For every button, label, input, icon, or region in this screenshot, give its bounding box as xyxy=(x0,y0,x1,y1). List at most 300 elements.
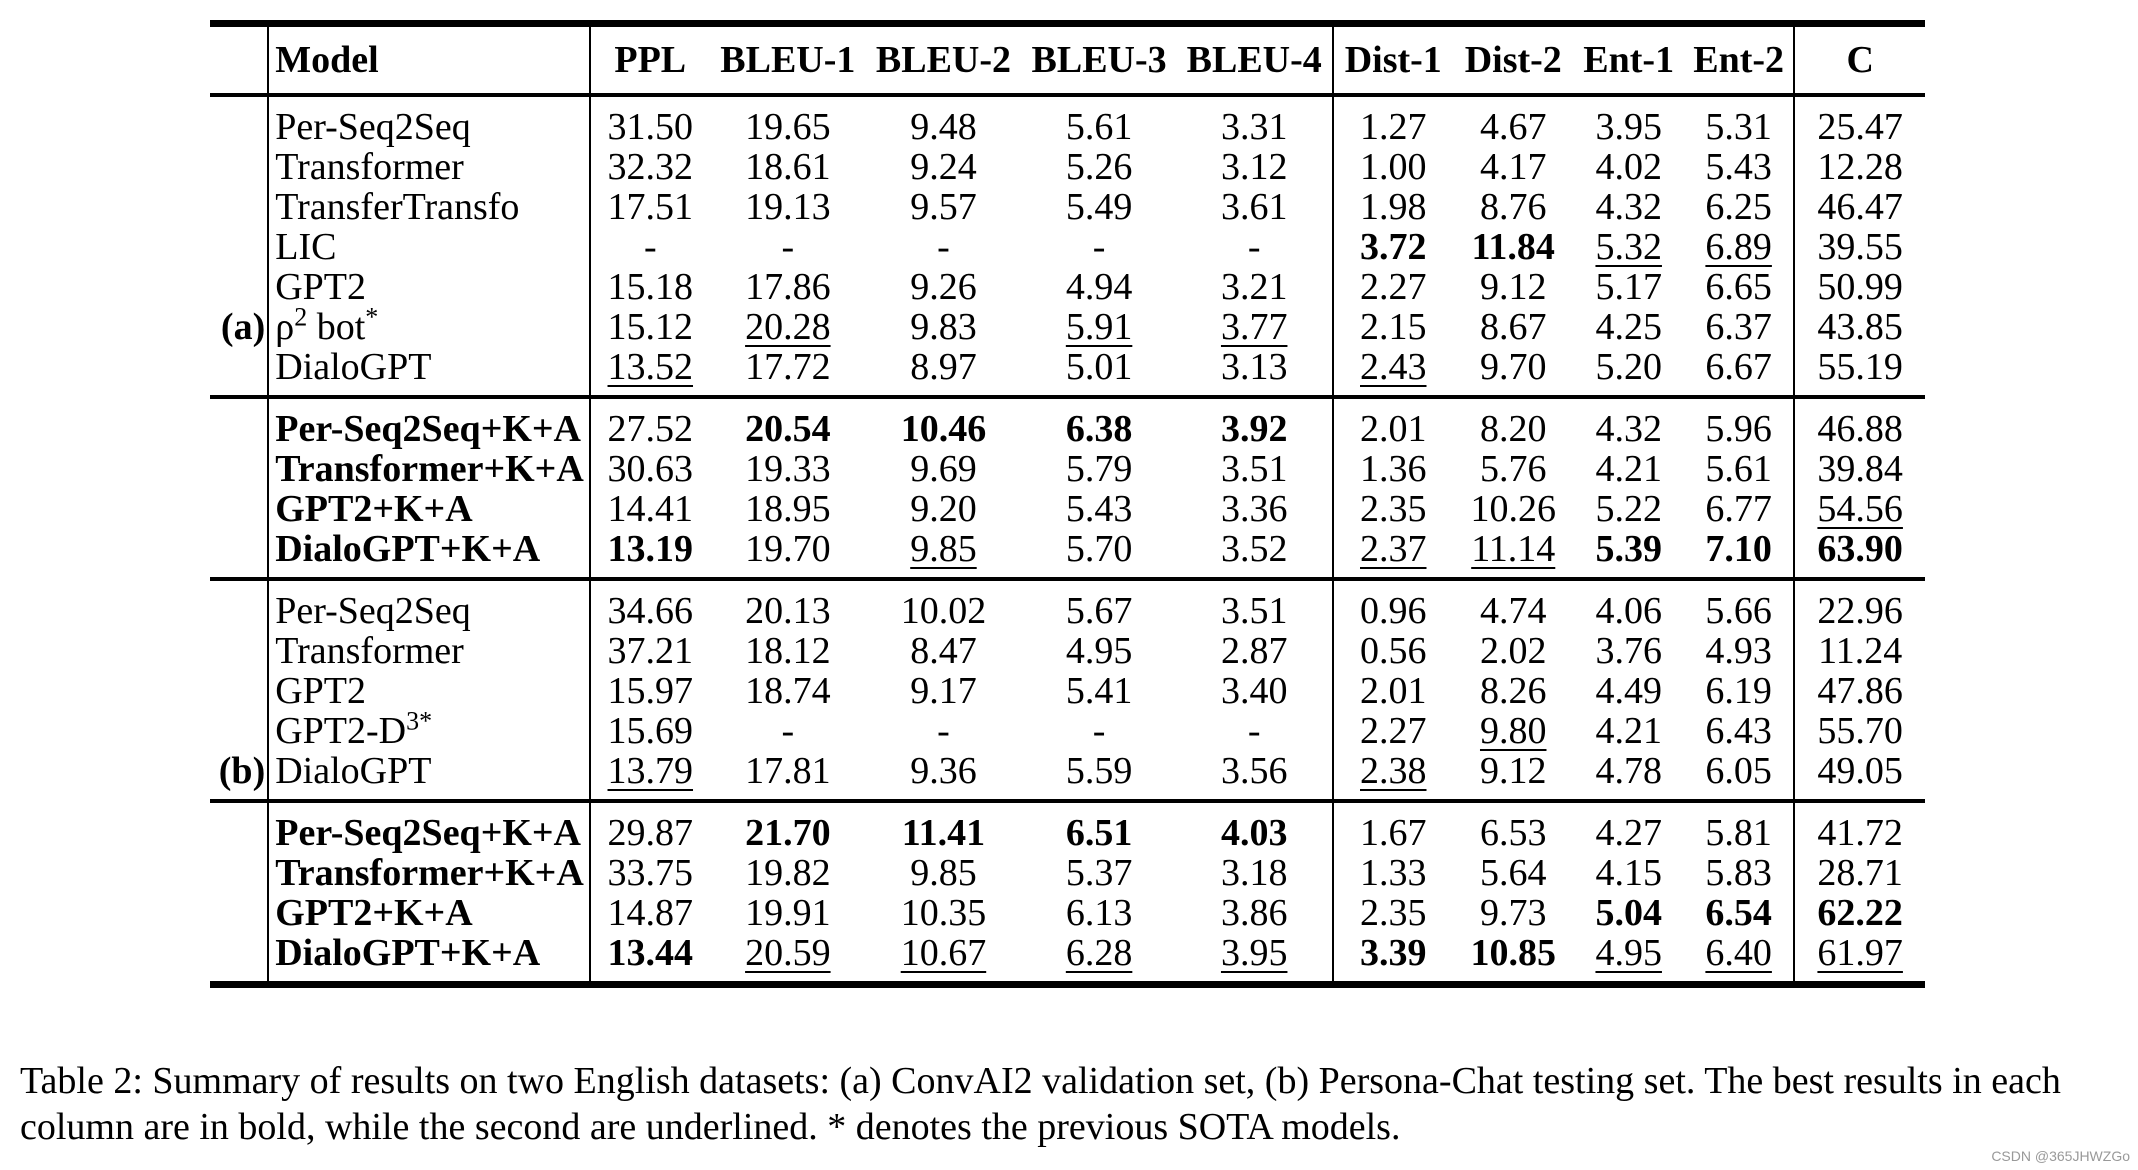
table-cell xyxy=(1177,893,1333,933)
cell-value: 5.43 xyxy=(1065,488,1133,530)
cell-value: 22.96 xyxy=(1817,590,1903,632)
table-row xyxy=(210,307,1925,347)
table-cell xyxy=(1573,801,1683,853)
table-cell xyxy=(1021,631,1177,671)
cell-value: 8.20 xyxy=(1479,408,1547,450)
model-name: Per-Seq2Seq+K+A xyxy=(268,397,589,449)
table-cell xyxy=(1021,529,1177,579)
cell-value: 19.91 xyxy=(745,892,831,934)
table-cell xyxy=(866,933,1022,985)
table-cell xyxy=(1573,853,1683,893)
cell-value: 3.36 xyxy=(1220,488,1288,530)
cell-value: 5.26 xyxy=(1065,146,1133,188)
cell-value: 6.28 xyxy=(1065,932,1133,974)
table-cell xyxy=(590,711,710,751)
cell-value: 20.28 xyxy=(745,306,831,348)
table-cell xyxy=(1021,267,1177,307)
table-cell xyxy=(1453,347,1573,397)
cell-value: 3.76 xyxy=(1595,630,1662,672)
table-cell xyxy=(866,801,1022,853)
cell-value: 4.27 xyxy=(1595,812,1662,854)
table-cell xyxy=(1177,751,1333,801)
cell-value: 4.67 xyxy=(1479,106,1547,148)
cell-value: 8.97 xyxy=(910,346,977,388)
table-cell xyxy=(590,671,710,711)
header-ent-1: Ent-1 xyxy=(1573,24,1683,96)
cell-value: 10.46 xyxy=(900,408,987,450)
group-label xyxy=(210,529,268,579)
table-row xyxy=(210,95,1925,147)
cell-value: 3.13 xyxy=(1220,346,1288,388)
cell-value: 9.24 xyxy=(910,146,977,188)
cell-value: 8.47 xyxy=(910,630,977,672)
cell-value: 4.93 xyxy=(1705,630,1772,672)
table-cell xyxy=(1333,801,1453,853)
cell-value: 5.04 xyxy=(1595,892,1662,934)
table-body xyxy=(210,95,1925,985)
table-cell xyxy=(866,671,1022,711)
cell-value: 3.95 xyxy=(1220,932,1288,974)
table-cell xyxy=(1021,933,1177,985)
table-cell xyxy=(1453,751,1573,801)
table-header xyxy=(210,24,1925,96)
cell-value: 34.66 xyxy=(607,590,694,632)
table-cell xyxy=(590,631,710,671)
model-name: Transformer+K+A xyxy=(268,853,589,893)
cell-value: 3.61 xyxy=(1220,186,1288,228)
table-cell xyxy=(1684,95,1794,147)
table-cell xyxy=(1453,489,1573,529)
cell-value: 9.12 xyxy=(1479,266,1547,308)
cell-value: 4.95 xyxy=(1065,630,1133,672)
cell-value: 20.54 xyxy=(745,408,831,450)
cell-value: 12.28 xyxy=(1817,146,1903,188)
cell-value: 11.41 xyxy=(901,812,986,854)
table-cell xyxy=(1684,187,1794,227)
table-cell xyxy=(866,187,1022,227)
table-cell xyxy=(1684,267,1794,307)
cell-value: 9.57 xyxy=(910,186,977,228)
cell-value: 39.84 xyxy=(1817,448,1903,490)
cell-value: 9.73 xyxy=(1479,892,1547,934)
cell-value: 11.84 xyxy=(1471,226,1555,268)
table-cell xyxy=(1794,751,1925,801)
table-cell xyxy=(1453,529,1573,579)
cell-value: 6.43 xyxy=(1705,710,1772,752)
group-label xyxy=(210,147,268,187)
table-cell xyxy=(1177,449,1333,489)
cell-value: 6.51 xyxy=(1065,812,1133,854)
table-cell xyxy=(1684,711,1794,751)
cell-value: 3.39 xyxy=(1360,932,1427,974)
group-label xyxy=(210,579,268,631)
table-cell xyxy=(1794,449,1925,489)
cell-value: 3.52 xyxy=(1220,528,1288,570)
cell-value: 6.13 xyxy=(1065,892,1133,934)
table-cell xyxy=(1333,853,1453,893)
table-cell xyxy=(866,147,1022,187)
table-cell xyxy=(710,227,866,267)
cell-value: 15.97 xyxy=(607,670,694,712)
table-cell xyxy=(1684,449,1794,489)
table-cell xyxy=(1794,307,1925,347)
table-cell xyxy=(710,579,866,631)
cell-value: 5.70 xyxy=(1065,528,1133,570)
table-cell xyxy=(590,307,710,347)
model-name: Per-Seq2Seq xyxy=(268,95,589,147)
cell-value: 6.40 xyxy=(1705,932,1772,974)
header-c: C xyxy=(1794,24,1925,96)
cell-value: 5.76 xyxy=(1479,448,1547,490)
cell-value: - xyxy=(781,226,795,268)
table-cell xyxy=(1453,147,1573,187)
table-cell xyxy=(1333,579,1453,631)
model-name: GPT2+K+A xyxy=(268,893,589,933)
table-cell xyxy=(1177,227,1333,267)
table-cell xyxy=(1794,579,1925,631)
cell-value: 1.33 xyxy=(1360,852,1427,894)
table-cell xyxy=(1453,449,1573,489)
cell-value: 19.33 xyxy=(745,448,831,490)
table-cell xyxy=(590,751,710,801)
table-cell xyxy=(1684,579,1794,631)
table-cell xyxy=(866,529,1022,579)
table-row xyxy=(210,671,1925,711)
table-cell xyxy=(1573,671,1683,711)
watermark: CSDN @365JHWZGo xyxy=(1991,1148,2130,1164)
table-row xyxy=(210,801,1925,853)
cell-value: 4.06 xyxy=(1595,590,1662,632)
cell-value: 3.95 xyxy=(1595,106,1662,148)
table-row xyxy=(210,347,1925,397)
table-cell xyxy=(590,529,710,579)
table-cell xyxy=(1177,489,1333,529)
cell-value: 54.56 xyxy=(1817,488,1903,530)
table-row xyxy=(210,227,1925,267)
table-cell xyxy=(1794,187,1925,227)
cell-value: 9.17 xyxy=(910,670,977,712)
table-cell xyxy=(866,579,1022,631)
cell-value: 5.39 xyxy=(1595,528,1662,570)
cell-value: 2.37 xyxy=(1360,528,1427,570)
table-cell xyxy=(710,751,866,801)
table-cell xyxy=(1684,853,1794,893)
cell-value: 2.43 xyxy=(1360,346,1427,388)
table-cell xyxy=(1021,95,1177,147)
cell-value: 20.13 xyxy=(745,590,831,632)
cell-value: 1.27 xyxy=(1360,106,1427,148)
table-cell xyxy=(1333,529,1453,579)
cell-value: 5.43 xyxy=(1705,146,1772,188)
table-cell xyxy=(1177,187,1333,227)
cell-value: 6.53 xyxy=(1479,812,1547,854)
table-cell xyxy=(1021,751,1177,801)
group-label xyxy=(210,187,268,227)
table-cell xyxy=(710,307,866,347)
table-cell xyxy=(590,579,710,631)
table-cell xyxy=(1794,397,1925,449)
table-cell xyxy=(710,711,866,751)
cell-value: 6.77 xyxy=(1705,488,1772,530)
table-row xyxy=(210,397,1925,449)
cell-value: 5.64 xyxy=(1479,852,1547,894)
table-cell xyxy=(1021,147,1177,187)
table-cell xyxy=(1453,397,1573,449)
table-cell xyxy=(590,853,710,893)
cell-value: 3.31 xyxy=(1220,106,1288,148)
table-cell xyxy=(866,893,1022,933)
cell-value: 3.21 xyxy=(1220,266,1288,308)
cell-value: 33.75 xyxy=(607,852,694,894)
table-row xyxy=(210,147,1925,187)
table-cell xyxy=(1684,631,1794,671)
header-group-label xyxy=(210,24,268,96)
table-cell xyxy=(590,147,710,187)
cell-value: 3.18 xyxy=(1220,852,1288,894)
table-cell xyxy=(1794,853,1925,893)
group-label xyxy=(210,711,268,751)
table-row xyxy=(210,267,1925,307)
table-row xyxy=(210,853,1925,893)
cell-value: 10.26 xyxy=(1470,488,1556,530)
cell-value: 5.79 xyxy=(1065,448,1133,490)
table-cell xyxy=(1333,933,1453,985)
cell-value: 5.61 xyxy=(1065,106,1133,148)
table-cell xyxy=(866,631,1022,671)
table-cell xyxy=(1333,893,1453,933)
table-cell xyxy=(1794,347,1925,397)
cell-value: 3.72 xyxy=(1360,226,1427,268)
header-dist-1: Dist-1 xyxy=(1333,24,1453,96)
table-cell xyxy=(1794,893,1925,933)
table-cell xyxy=(1177,529,1333,579)
cell-value: 5.66 xyxy=(1705,590,1772,632)
table-cell xyxy=(1333,631,1453,671)
table-cell xyxy=(1794,801,1925,853)
cell-value: 17.72 xyxy=(745,346,831,388)
cell-value: 3.51 xyxy=(1220,590,1288,632)
table-cell xyxy=(1453,671,1573,711)
cell-value: 2.35 xyxy=(1360,892,1427,934)
table-cell xyxy=(710,529,866,579)
header-ppl: PPL xyxy=(590,24,710,96)
table-cell xyxy=(710,267,866,307)
cell-value: 6.67 xyxy=(1705,346,1772,388)
cell-value: 5.37 xyxy=(1065,852,1133,894)
table-cell xyxy=(866,711,1022,751)
table-cell xyxy=(1333,347,1453,397)
cell-value: 13.79 xyxy=(607,750,694,792)
header-dist-2: Dist-2 xyxy=(1453,24,1573,96)
cell-value: 6.19 xyxy=(1705,670,1772,712)
group-label xyxy=(210,95,268,147)
table-cell xyxy=(1794,267,1925,307)
table-cell xyxy=(710,147,866,187)
table-cell xyxy=(866,267,1022,307)
table-cell xyxy=(1177,579,1333,631)
cell-value: 5.20 xyxy=(1595,346,1662,388)
table-cell xyxy=(710,671,866,711)
cell-value: 39.55 xyxy=(1817,226,1903,268)
cell-value: 19.82 xyxy=(745,852,831,894)
table-cell xyxy=(1333,267,1453,307)
table-cell xyxy=(590,893,710,933)
model-name: GPT2 xyxy=(268,671,589,711)
group-label xyxy=(210,227,268,267)
cell-value: 2.01 xyxy=(1360,408,1427,450)
cell-value: 11.14 xyxy=(1471,528,1556,570)
cell-value: 0.56 xyxy=(1360,630,1427,672)
cell-value: 4.17 xyxy=(1479,146,1547,188)
table-cell xyxy=(1333,147,1453,187)
cell-value: 5.83 xyxy=(1705,852,1772,894)
cell-value: 5.61 xyxy=(1705,448,1772,490)
table-cell xyxy=(1684,671,1794,711)
table-cell xyxy=(1333,187,1453,227)
table-caption: Table 2: Summary of results on two English datasets: (a) ConvAI2 validation set, (b) Persona-Chat testing set. The best results in each column are in bold, while the second are underlined. * denotes the previous SOTA models. xyxy=(20,1060,2061,1148)
table-row xyxy=(210,631,1925,671)
table-cell xyxy=(710,631,866,671)
cell-value: 5.41 xyxy=(1065,670,1133,712)
table-cell xyxy=(710,801,866,853)
table-cell xyxy=(1573,751,1683,801)
cell-value: 17.86 xyxy=(745,266,831,308)
table-cell xyxy=(1177,711,1333,751)
cell-value: 4.02 xyxy=(1595,146,1662,188)
cell-value: 5.01 xyxy=(1065,346,1133,388)
header-ent-2: Ent-2 xyxy=(1684,24,1794,96)
cell-value: 63.90 xyxy=(1817,528,1903,570)
cell-value: 2.02 xyxy=(1479,630,1547,672)
cell-value: 28.71 xyxy=(1817,852,1903,894)
cell-value: - xyxy=(643,226,657,268)
cell-value: 9.20 xyxy=(910,488,977,530)
table-cell xyxy=(590,801,710,853)
cell-value: 19.65 xyxy=(745,106,831,148)
model-name: TransferTransfo xyxy=(268,187,589,227)
model-name: Per-Seq2Seq xyxy=(268,579,589,631)
cell-value: 13.44 xyxy=(607,932,694,974)
table-cell xyxy=(1021,801,1177,853)
table-cell xyxy=(1794,671,1925,711)
cell-value: 43.85 xyxy=(1817,306,1903,348)
table-cell xyxy=(1684,529,1794,579)
table-cell xyxy=(1684,489,1794,529)
cell-value: 27.52 xyxy=(607,408,694,450)
cell-value: 5.32 xyxy=(1595,226,1662,268)
table-cell xyxy=(1453,579,1573,631)
cell-value: 4.74 xyxy=(1479,590,1547,632)
group-label xyxy=(210,631,268,671)
cell-value: 13.19 xyxy=(607,528,694,570)
table-cell xyxy=(866,489,1022,529)
table-cell xyxy=(1684,307,1794,347)
table-cell xyxy=(1794,711,1925,751)
cell-value: 9.85 xyxy=(910,528,977,570)
cell-value: 6.05 xyxy=(1705,750,1772,792)
table-cell xyxy=(590,449,710,489)
table-row xyxy=(210,579,1925,631)
group-label xyxy=(210,489,268,529)
cell-value: 0.96 xyxy=(1360,590,1427,632)
cell-value: 3.12 xyxy=(1220,146,1288,188)
table-cell xyxy=(1333,711,1453,751)
cell-value: 4.32 xyxy=(1595,408,1662,450)
cell-value: 5.96 xyxy=(1705,408,1772,450)
cell-value: 5.91 xyxy=(1065,306,1133,348)
table-cell xyxy=(1684,751,1794,801)
cell-value: 3.40 xyxy=(1220,670,1288,712)
table-cell xyxy=(590,267,710,307)
header-model: Model xyxy=(268,24,589,96)
cell-value: 9.83 xyxy=(910,306,977,348)
table-cell xyxy=(1021,489,1177,529)
table-cell xyxy=(866,307,1022,347)
model-name: LIC xyxy=(268,227,589,267)
cell-value: - xyxy=(937,226,950,268)
group-label xyxy=(210,893,268,933)
table-cell xyxy=(1453,893,1573,933)
cell-value: 55.19 xyxy=(1817,346,1903,388)
group-label xyxy=(210,671,268,711)
table-cell xyxy=(710,853,866,893)
table-cell xyxy=(1021,449,1177,489)
cell-value: 18.74 xyxy=(745,670,831,712)
cell-value: 18.95 xyxy=(745,488,831,530)
cell-value: 9.85 xyxy=(910,852,977,894)
table-cell xyxy=(590,227,710,267)
cell-value: 4.95 xyxy=(1595,932,1662,974)
cell-value: 6.25 xyxy=(1705,186,1772,228)
model-name: GPT2+K+A xyxy=(268,489,589,529)
model-name: Transformer xyxy=(268,147,589,187)
table-cell xyxy=(1333,751,1453,801)
table-cell xyxy=(1177,801,1333,853)
table-cell xyxy=(1794,933,1925,985)
cell-value: 9.69 xyxy=(910,448,977,490)
table-cell xyxy=(1021,893,1177,933)
table-cell xyxy=(1573,893,1683,933)
cell-value: 17.51 xyxy=(607,186,694,228)
table-row xyxy=(210,933,1925,985)
model-name: Per-Seq2Seq+K+A xyxy=(268,801,589,853)
table-cell xyxy=(1177,853,1333,893)
table-cell xyxy=(1573,147,1683,187)
table-row xyxy=(210,529,1925,579)
table-cell xyxy=(866,853,1022,893)
table-cell xyxy=(1794,95,1925,147)
model-name: DialoGPT xyxy=(268,347,589,397)
cell-value: 29.87 xyxy=(607,812,694,854)
cell-value: - xyxy=(1247,226,1261,268)
table-cell xyxy=(1573,489,1683,529)
table-cell xyxy=(1573,397,1683,449)
cell-value: 49.05 xyxy=(1817,750,1903,792)
group-label: (a) xyxy=(220,306,266,348)
table-cell xyxy=(1021,187,1177,227)
table-cell xyxy=(1333,307,1453,347)
table-cell xyxy=(1453,267,1573,307)
table-cell xyxy=(590,397,710,449)
table-cell xyxy=(1177,631,1333,671)
table-cell xyxy=(590,489,710,529)
table-cell xyxy=(1794,529,1925,579)
table-cell xyxy=(590,95,710,147)
cell-value: 11.24 xyxy=(1818,630,1903,672)
cell-value: 1.00 xyxy=(1360,146,1427,188)
table-cell xyxy=(590,933,710,985)
cell-value: 7.10 xyxy=(1705,528,1772,570)
